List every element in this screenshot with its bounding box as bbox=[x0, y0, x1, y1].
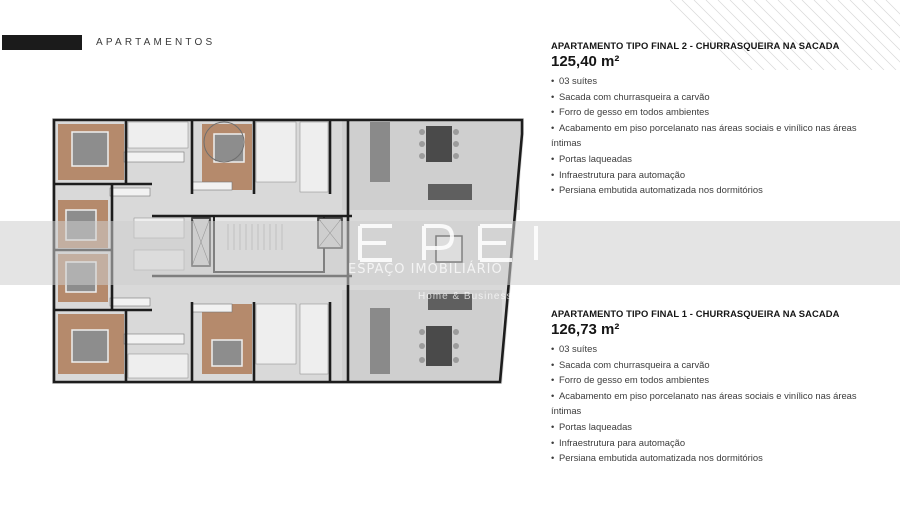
feature-item-continued: íntimas bbox=[551, 137, 582, 149]
feature-item: • 03 suítes bbox=[551, 75, 598, 86]
header-accent-bar bbox=[2, 35, 82, 50]
feature-item: • Sacada com churrasqueira a carvão bbox=[551, 90, 710, 102]
apartment-area: 126,73 m² bbox=[551, 321, 620, 338]
feature-item: • Infraestrutura para automação bbox=[551, 168, 686, 180]
feature-item: • 03 suítes bbox=[551, 343, 598, 354]
feature-item: • Infraestrutura para automação bbox=[551, 436, 686, 448]
watermark-tagline: Home & Business bbox=[418, 291, 513, 302]
feature-item: • Forro de gesso em todos ambientes bbox=[551, 106, 710, 118]
feature-list bbox=[551, 73, 881, 198]
feature-item: • Persiana embutida automatizada nos dormitórios bbox=[551, 184, 763, 196]
feature-item-continued: íntimas bbox=[551, 405, 582, 417]
apartment-title: APARTAMENTO TIPO FINAL 1 - CHURRASQUEIRA NA SACADA bbox=[551, 308, 840, 319]
apartment-title: APARTAMENTO TIPO FINAL 2 - CHURRASQUEIRA NA SACADA bbox=[551, 40, 840, 51]
feature-item: • Portas laqueadas bbox=[551, 152, 632, 164]
section-label: APARTAMENTOS bbox=[96, 37, 216, 48]
feature-list bbox=[551, 341, 881, 466]
apartment-final-2 bbox=[551, 40, 881, 198]
feature-item: • Acabamento em piso porcelanato nas áreas sociais e vinílico nas áreas bbox=[551, 121, 857, 133]
watermark-brand: ESPAÇO IMOBILIÁRIO bbox=[348, 262, 503, 277]
feature-item: • Sacada com churrasqueira a carvão bbox=[551, 358, 710, 370]
feature-item: • Persiana embutida automatizada nos dormitórios bbox=[551, 452, 763, 464]
feature-item: • Portas laqueadas bbox=[551, 420, 632, 432]
feature-item: • Acabamento em piso porcelanato nas áreas sociais e vinílico nas áreas bbox=[551, 389, 857, 401]
apartment-final-1 bbox=[551, 308, 881, 466]
feature-item: • Forro de gesso em todos ambientes bbox=[551, 374, 710, 386]
apartment-area: 125,40 m² bbox=[551, 53, 620, 70]
